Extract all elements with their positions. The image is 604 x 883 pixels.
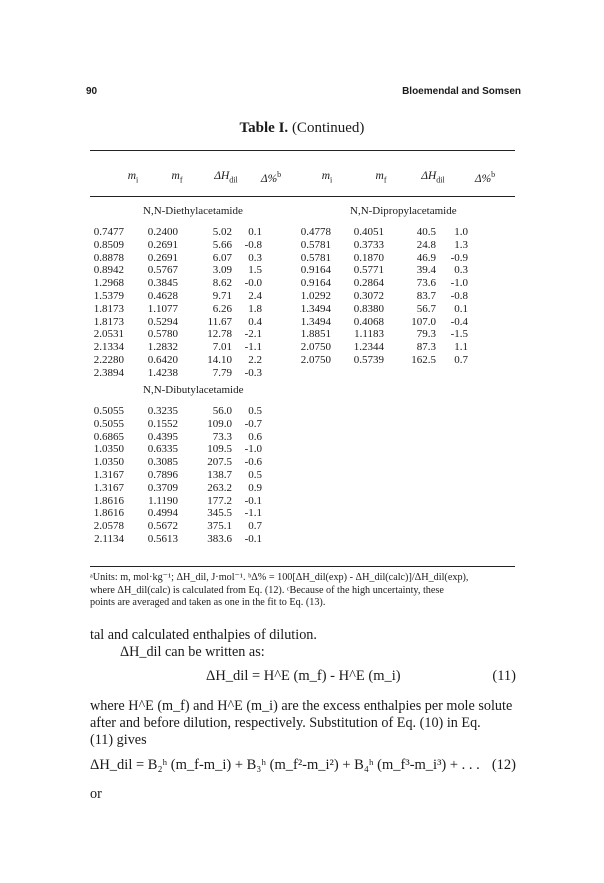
table-cell: 0.2691	[147, 251, 178, 264]
table-cell: -1.0	[450, 277, 468, 290]
col-header-pct-right: Δ%$^b$	[474, 170, 496, 185]
page-number: 90	[86, 86, 98, 97]
table-cell: 0.3	[248, 251, 262, 264]
table-cell: 1.1183	[354, 328, 384, 341]
table-footnote	[90, 572, 520, 610]
table-cell: 0.4	[248, 315, 262, 328]
group-label-dibutyl: N,N-Dibutylacetamide	[143, 384, 244, 396]
table-cell: 87.3	[416, 341, 436, 354]
group-label-dipropyl: N,N-Dipropylacetamide	[350, 205, 457, 217]
table-row	[0, 367, 604, 380]
table-cell: 1.2344	[353, 341, 384, 354]
table-cell: 3.09	[212, 264, 232, 277]
table-cell: 11.67	[207, 315, 232, 328]
table-row	[0, 239, 604, 252]
table-row	[0, 507, 604, 520]
table-cell: -0.6	[244, 456, 262, 469]
table-row	[0, 495, 604, 508]
table-row	[0, 290, 604, 303]
table-cell: 109.5	[207, 443, 232, 456]
table-cell: 1.8616	[93, 507, 124, 520]
table-cell: -0.1	[244, 533, 262, 545]
table-cell: -0.7	[244, 417, 262, 430]
table-cell: 383.6	[207, 533, 232, 545]
table-row	[0, 520, 604, 533]
table-cell: -1.0	[244, 443, 262, 456]
body-line-2: ΔH_dil can be written as:	[120, 644, 265, 660]
table-cell: 0.2864	[353, 277, 384, 290]
table-cell: 207.5	[207, 456, 232, 469]
table-cell: 1.2832	[147, 341, 178, 354]
table-cell: 1.3167	[93, 481, 124, 494]
table-cell: 0.5781	[300, 238, 331, 251]
table-cell: 1.0350	[93, 456, 124, 469]
table-cell: 83.7	[416, 290, 436, 302]
table-cell: 345.5	[207, 507, 232, 520]
table-cell: 0.2400	[147, 226, 178, 238]
table-cell: 1.0292	[300, 290, 331, 302]
table-cell: -0.4	[450, 315, 468, 328]
table-cell: 0.7477	[93, 226, 124, 238]
footnote-line-3: points are averaged and taken as one in the fit to Eq. (13).	[90, 597, 326, 608]
table-cell: 107.0	[411, 315, 436, 328]
table-cell: 0.1870	[353, 251, 384, 264]
table-cell: 7.01	[212, 341, 232, 354]
table-cell: 73.3	[212, 430, 232, 443]
table-cell: 1.1	[454, 341, 468, 354]
table-cell: 2.0750	[300, 341, 331, 354]
table-cell: 7.79	[212, 366, 232, 379]
table-cell: 0.4778	[300, 226, 331, 238]
table-row	[0, 405, 604, 418]
table-cell: 14.10	[207, 354, 232, 366]
table-cell: 0.9164	[300, 264, 331, 277]
table-cell: 0.3072	[353, 290, 384, 302]
table-cell: 0.4068	[353, 315, 384, 328]
table-cell: 8.62	[212, 277, 232, 290]
table-cell: 0.5055	[93, 417, 124, 430]
table-cell: 56.0	[212, 405, 232, 417]
footnote-line-1: ᵃUnits: m, mol·kg⁻¹; ΔH_dil, J·mol⁻¹. ᵇΔ% = 100[ΔH_dil(exp) - ΔH_dil(calc)]/ΔH_dil(exp),	[90, 572, 469, 583]
equation-11-number: (11)	[492, 668, 516, 684]
equation-11: ΔH_dil = H^E (m_f) - H^E (m_i)	[206, 668, 401, 684]
table-row	[0, 328, 604, 341]
table-cell: -0.0	[244, 277, 262, 290]
body-paragraph-3	[90, 786, 520, 803]
table-cell: 5.02	[212, 226, 232, 238]
table-cell: 0.8509	[93, 238, 124, 251]
table-cell: 0.9	[248, 481, 262, 494]
body-line-5: (11) gives	[90, 732, 147, 748]
table-cell: 1.3494	[300, 315, 331, 328]
table-cell: 0.5767	[147, 264, 178, 277]
table-cell: 0.3085	[147, 456, 178, 469]
col-header-dh-left: $\Delta H_{dil}$	[214, 170, 238, 185]
table-cell: 0.3709	[147, 481, 178, 494]
table-cell: 1.2968	[93, 277, 124, 290]
table-cell: 0.4628	[147, 290, 178, 302]
table-cell: 73.6	[416, 277, 436, 290]
table-row	[0, 456, 604, 469]
table-cell: 24.8	[416, 238, 436, 251]
table-row	[0, 316, 604, 329]
table-title-label: Table I.	[239, 120, 289, 136]
table-cell: 2.0578	[93, 520, 124, 533]
table-cell: -0.3	[244, 366, 262, 379]
table-cell: 0.4994	[147, 507, 178, 520]
table-cell: 162.5	[411, 354, 436, 366]
table-cell: 0.5	[248, 405, 262, 417]
table-cell: 1.8	[248, 302, 262, 315]
table-cell: 0.5739	[353, 354, 384, 366]
table-cell: 12.78	[207, 328, 232, 341]
table-cell: 1.8173	[93, 302, 124, 315]
table-cell: 79.3	[416, 328, 436, 341]
table-cell: 1.3167	[93, 469, 124, 481]
body-line-3: where H^E (m_f) and H^E (m_i) are the excess enthalpies per mole solute	[90, 698, 513, 714]
table-cell: 375.1	[207, 520, 232, 533]
table-cell: 263.2	[207, 481, 232, 494]
table-cell: 1.8616	[93, 494, 124, 507]
running-head: Bloemendal and Somsen	[402, 86, 521, 97]
table-cell: 0.8380	[353, 302, 384, 315]
table-cell: 0.3235	[147, 405, 178, 417]
body-line-6: or	[90, 786, 102, 802]
table-cell: 6.26	[212, 302, 232, 315]
table-row	[0, 443, 604, 456]
table-cell: -2.1	[244, 328, 262, 341]
table-cell: 0.6	[248, 430, 262, 443]
equation-12-number: (12)	[491, 757, 516, 773]
table-cell: 1.0350	[93, 443, 124, 456]
table-row	[0, 277, 604, 290]
table-row	[0, 418, 604, 431]
table-cell: 0.5780	[147, 328, 178, 341]
table-cell: 56.7	[416, 302, 436, 315]
table-cell: 1.0	[454, 226, 468, 238]
table-cell: 0.5055	[93, 405, 124, 417]
table-row	[0, 431, 604, 444]
table-cell: 46.9	[416, 251, 436, 264]
table-cell: 177.2	[207, 494, 232, 507]
table-cell: 0.1	[248, 226, 262, 238]
table-cell: 1.5379	[93, 290, 124, 302]
table-row	[0, 264, 604, 277]
table-row	[0, 482, 604, 495]
table-cell: 0.6865	[93, 430, 124, 443]
table-cell: 0.5613	[147, 533, 178, 545]
table-cell: 0.6420	[147, 354, 178, 366]
table-header-rule	[90, 196, 515, 197]
body-line-1: tal and calculated enthalpies of dilution.	[90, 627, 317, 643]
footnote-line-2: where ΔH_dil(calc) is calculated from Eq. (12). ᶜBecause of the high uncertainty, these	[90, 584, 444, 596]
group-label-diethyl: N,N-Diethylacetamide	[143, 205, 243, 217]
table-cell: -0.1	[244, 494, 262, 507]
table-cell: 0.6335	[147, 443, 178, 456]
col-header-mf-left: $m_f$	[171, 170, 183, 185]
table-bottom-rule	[90, 566, 515, 567]
table-cell: 2.3894	[93, 366, 124, 379]
table-cell: 40.5	[416, 226, 436, 238]
table-cell: 0.7	[248, 520, 262, 533]
table-cell: 39.4	[416, 264, 436, 277]
col-header-mf-right: $m_f$	[375, 170, 387, 185]
table-cell: 0.5771	[353, 264, 384, 277]
table-cell: 0.1552	[147, 417, 178, 430]
body-paragraph-1	[90, 627, 520, 661]
table-cell: 138.7	[207, 469, 232, 481]
col-header-dh-right: $\Delta H_{dil}$	[421, 170, 445, 185]
col-header-mi-left: $m_i$	[127, 170, 139, 185]
table-cell: 0.8942	[93, 264, 124, 277]
table-row	[0, 354, 604, 367]
table-cell: 0.2691	[147, 238, 178, 251]
table-cell: 2.2280	[93, 354, 124, 366]
table-cell: -0.9	[450, 251, 468, 264]
table-cell: 0.5781	[300, 251, 331, 264]
table-cell: -1.5	[450, 328, 468, 341]
table-cell: 1.1190	[148, 494, 178, 507]
body-line-4: after and before dilution, respectively. Substitution of Eq. (10) in Eq.	[90, 715, 481, 731]
table-row	[0, 252, 604, 265]
table-cell: 0.1	[454, 302, 468, 315]
table-cell: 1.3494	[300, 302, 331, 315]
table-cell: 0.3733	[353, 238, 384, 251]
table-cell: 0.3	[454, 264, 468, 277]
table-cell: -1.1	[244, 341, 262, 354]
table-cell: 0.9164	[300, 277, 331, 290]
table-cell: 0.8878	[93, 251, 124, 264]
table-cell: -0.8	[244, 238, 262, 251]
table-cell: 2.4	[248, 290, 262, 302]
table-cell: 2.0750	[300, 354, 331, 366]
table-cell: -1.1	[244, 507, 262, 520]
table-title-continued: (Continued)	[291, 120, 365, 136]
col-header-pct-left: Δ%$^b$	[260, 170, 282, 185]
table-cell: 0.3845	[147, 277, 178, 290]
table-row	[0, 533, 604, 546]
table-cell: 2.2	[248, 354, 262, 366]
table-cell: 6.07	[212, 251, 232, 264]
table-title	[0, 120, 604, 137]
table-cell: 2.1134	[94, 533, 124, 545]
table-cell: 0.5672	[147, 520, 178, 533]
table-cell: -0.8	[450, 290, 468, 302]
table-cell: 0.4395	[147, 430, 178, 443]
table-cell: 0.7896	[147, 469, 178, 481]
table-cell: 5.66	[212, 238, 232, 251]
table-cell: 1.5	[248, 264, 262, 277]
table-cell: 1.8851	[300, 328, 331, 341]
table-cell: 0.5	[248, 469, 262, 481]
table-cell: 1.1077	[147, 302, 178, 315]
table-top-rule	[90, 150, 515, 151]
table-cell: 2.0531	[93, 328, 124, 341]
table-cell: 0.5294	[147, 315, 178, 328]
table-row	[0, 226, 604, 239]
table-cell: 109.0	[207, 417, 232, 430]
table-cell: 2.1334	[93, 341, 124, 354]
table-cell: 1.4238	[147, 366, 178, 379]
table-row	[0, 303, 604, 316]
equation-12: ΔH_dil = B₂ʰ (m_f-m_i) + B₃ʰ (m_f²-m_i²) + B₄ʰ (m_f³-m_i³) + . . .	[90, 757, 480, 773]
table-cell: 1.3	[454, 238, 468, 251]
table-row	[0, 469, 604, 482]
table-cell: 1.8173	[93, 315, 124, 328]
table-cell: 9.71	[212, 290, 232, 302]
table-cell: 0.4051	[353, 226, 384, 238]
body-paragraph-2	[90, 698, 520, 749]
table-row	[0, 341, 604, 354]
table-cell: 0.7	[454, 354, 468, 366]
col-header-mi-right: $m_i$	[321, 170, 333, 185]
